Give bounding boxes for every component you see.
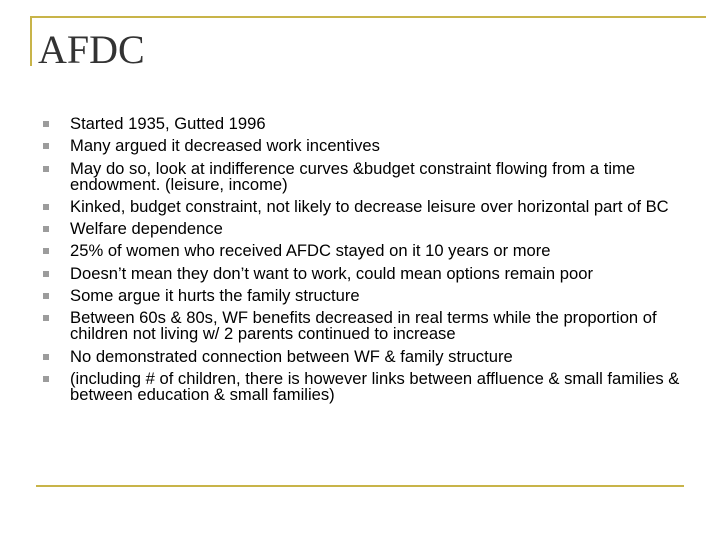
bullet-text: Kinked, budget constraint, not likely to decrease leisure over horizontal part of BC	[70, 196, 669, 216]
title-top-rule	[30, 16, 706, 18]
square-bullet-icon	[43, 293, 49, 299]
square-bullet-icon	[43, 271, 49, 277]
square-bullet-icon	[43, 204, 49, 210]
bullet-item	[40, 196, 690, 216]
bullet-list	[40, 116, 690, 409]
square-bullet-icon	[43, 354, 49, 360]
square-bullet-icon	[43, 248, 49, 254]
square-bullet-icon	[43, 143, 49, 149]
bullet-item	[40, 138, 690, 154]
bullet-item	[40, 221, 690, 237]
bullet-text: May do so, look at indifference curves &budget constraint flowing from a time endowment. (leisure, income)	[70, 158, 636, 194]
bullet-item	[40, 310, 690, 342]
bullet-item	[40, 346, 690, 366]
footer-rule	[36, 485, 684, 487]
bullet-text: 25% of women who received AFDC stayed on it 10 years or more	[70, 241, 551, 261]
square-bullet-icon	[43, 376, 49, 382]
bullet-text: Some argue it hurts the family structure	[70, 286, 360, 306]
bullet-item	[40, 243, 690, 259]
bullet-item	[40, 263, 690, 283]
slide-title: AFDC	[38, 27, 145, 72]
square-bullet-icon	[43, 226, 49, 232]
square-bullet-icon	[43, 166, 49, 172]
bullet-item	[40, 158, 690, 194]
title-left-rule	[30, 16, 32, 66]
bullet-text: No demonstrated connection between WF & family structure	[70, 346, 513, 366]
bullet-text: Started 1935, Gutted 1996	[70, 114, 266, 133]
bullet-item	[40, 116, 690, 132]
bullet-item	[40, 368, 690, 404]
bullet-text: Many argued it decreased work incentives	[70, 136, 380, 156]
bullet-text: Doesn’t mean they don’t want to work, could mean options remain poor	[70, 263, 593, 283]
square-bullet-icon	[43, 121, 49, 127]
square-bullet-icon	[43, 315, 49, 321]
bullet-item	[40, 288, 690, 304]
bullet-text: Welfare dependence	[70, 219, 223, 239]
bullet-text: (including # of children, there is however links between affluence & small families & between education & small families)	[70, 368, 680, 404]
bullet-text: Between 60s & 80s, WF benefits decreased in real terms while the proportion of children not living w/ 2 parents continued to increase	[70, 308, 657, 344]
